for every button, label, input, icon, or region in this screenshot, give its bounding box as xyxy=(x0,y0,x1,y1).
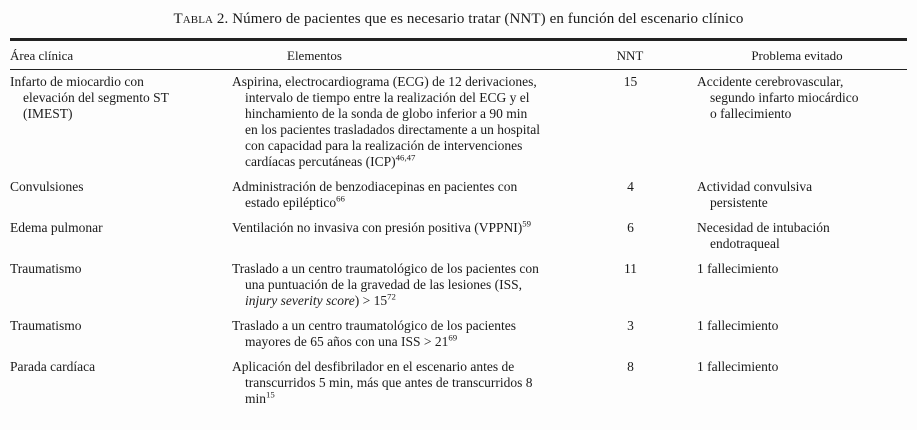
cell-area-clinica: Edema pulmonar xyxy=(10,220,103,235)
header-row xyxy=(10,40,907,70)
table-row xyxy=(10,355,907,412)
table-row xyxy=(10,175,907,216)
italic-run: injury severity score xyxy=(245,293,355,308)
cell-elementos xyxy=(232,355,577,412)
cell-elementos xyxy=(232,70,577,176)
citation-superscript: 72 xyxy=(387,291,396,302)
citation-superscript: 46,47 xyxy=(395,152,416,163)
cell-nnt-value: 3 xyxy=(627,318,634,333)
cell-elementos xyxy=(232,257,577,314)
cell-nnt-value: 4 xyxy=(627,179,634,194)
citation-superscript: 69 xyxy=(448,332,458,343)
cell-elementos xyxy=(232,216,577,257)
column-header-elementos: Elementos xyxy=(232,40,577,70)
cell-area-clinica: Parada cardíaca xyxy=(10,359,96,374)
cell-nnt-value: 6 xyxy=(627,220,634,235)
nnt-table xyxy=(10,38,907,412)
text-run: Traslado a un centro traumatológico de los pacientes mayores de 65 años con una ISS > 21 xyxy=(232,318,517,349)
cell-problema-evitado: Accidente cerebrovascular, segundo infarto miocárdico o fallecimiento xyxy=(697,74,859,121)
cell-problema-evitado: Necesidad de intubación endotraqueal xyxy=(697,220,830,251)
column-header-problema-evitado: Problema evitado xyxy=(697,40,907,70)
citation-superscript: 66 xyxy=(336,193,345,204)
cell-problema-evitado: 1 fallecimiento xyxy=(697,359,779,374)
citation-superscript: 59 xyxy=(522,218,531,229)
text-run: Administración de benzodiacepinas en pacientes con estado epiléptico xyxy=(232,179,518,210)
cell-area-clinica: Traumatismo xyxy=(10,261,82,276)
table-caption-text: 2. Número de pacientes que es necesario tratar (NNT) en función del escenario clínico xyxy=(213,11,744,27)
text-run: Aspirina, electrocardiograma (ECG) de 12 derivaciones, intervalo de tiempo entre la realización del ECG y el hinchamiento de la sonda de globo inferior a 90 min en los pacientes trasladados directamente a un hospital con capacidad para la realización de intervenciones cardíacas percutáneas (ICP) xyxy=(232,74,541,169)
cell-area-clinica: Traumatismo xyxy=(10,318,82,333)
table-row xyxy=(10,216,907,257)
table-row xyxy=(10,314,907,355)
column-header-nnt: NNT xyxy=(577,40,697,70)
cell-area-clinica: Infarto de miocardio con elevación del segmento ST (IMEST) xyxy=(10,74,169,121)
text-run: Ventilación no invasiva con presión positiva (VPPNI) xyxy=(232,220,523,235)
cell-problema-evitado: Actividad convulsiva persistente xyxy=(697,179,813,210)
column-header-area-clinica: Área clínica xyxy=(10,40,232,70)
cell-area-clinica: Convulsiones xyxy=(10,179,84,194)
cell-elementos xyxy=(232,314,577,355)
citation-superscript: 15 xyxy=(266,389,275,400)
text-run: ) > 15 xyxy=(354,293,388,308)
text-run: Traslado a un centro traumatológico de los pacientes con una puntuación de la gravedad de las lesiones (ISS, xyxy=(232,261,539,292)
table-row xyxy=(10,70,907,176)
table-body xyxy=(10,70,907,413)
table-caption xyxy=(10,10,907,29)
table-caption-label: Tabla xyxy=(173,11,214,27)
cell-nnt-value: 8 xyxy=(627,359,634,374)
cell-problema-evitado: 1 fallecimiento xyxy=(697,318,779,333)
cell-nnt-value: 11 xyxy=(624,261,637,276)
cell-elementos xyxy=(232,175,577,216)
cell-nnt-value: 15 xyxy=(623,74,638,89)
cell-problema-evitado: 1 fallecimiento xyxy=(697,261,779,276)
text-run: Aplicación del desfibrilador en el escenario antes de transcurridos 5 min, más que antes de transcurridos 8 min xyxy=(232,359,533,406)
table-row xyxy=(10,257,907,314)
